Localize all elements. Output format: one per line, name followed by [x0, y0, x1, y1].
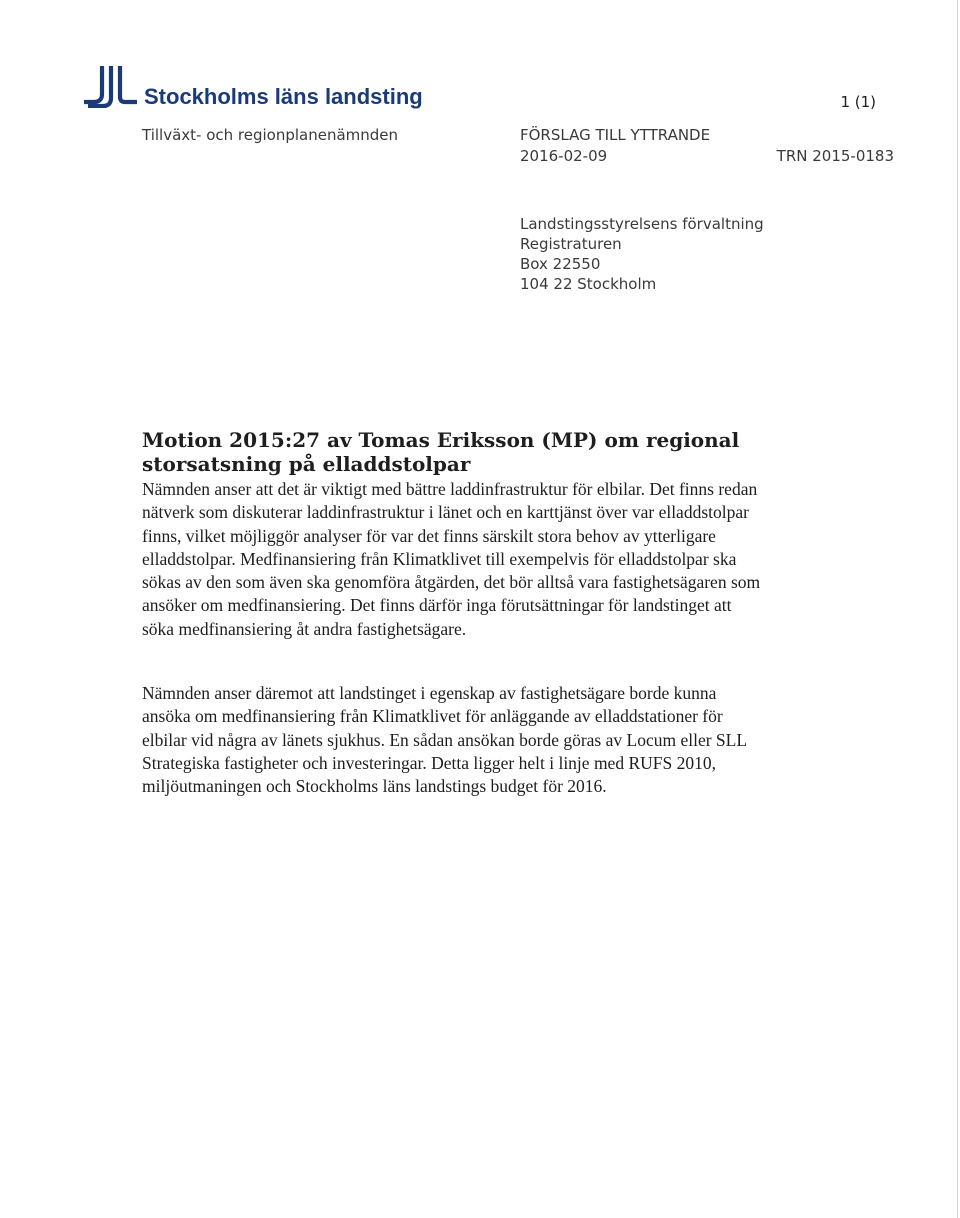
recipient-address	[520, 214, 764, 294]
organization-name: Stockholms läns landsting	[144, 84, 423, 109]
sll-logo-icon	[82, 64, 138, 108]
address-line: 104 22 Stockholm	[520, 275, 657, 293]
page-number: 1 (1)	[840, 93, 876, 111]
address-line: Registraturen	[520, 235, 622, 253]
reference-number: TRN 2015-0183	[776, 147, 894, 165]
document-type: FÖRSLAG TILL YTTRANDE	[520, 126, 711, 144]
address-line: Landstingsstyrelsens förvaltning	[520, 215, 764, 233]
page-edge-line	[957, 0, 958, 1218]
document-date: 2016-02-09	[520, 147, 608, 165]
address-line: Box 22550	[520, 255, 601, 273]
body-paragraph-2: Nämnden anser däremot att landstinget i egenskap av fastighetsägare borde kunna ansöka om medfinansiering från Klimatklivet för anläggande av elladdstationer för elbilar vid några av länets sjukhus. En sådan ansökan borde göras av Locum eller SLL Strategiska fastigheter och investeringar. Detta ligger helt i linje med RUFS 2010, miljöutmaningen och Stockholms läns landstings budget för 2016.	[142, 683, 747, 797]
document-title: Motion 2015:27 av Tomas Eriksson (MP) om regional storsatsning på elladdstolpar	[142, 428, 740, 476]
committee-name: Tillväxt- och regionplanenämnden	[142, 126, 399, 144]
body-paragraph-1: Nämnden anser att det är viktigt med bättre laddinfrastruktur för elbilar. Det finns redan nätverk som diskuterar laddinfrastruktur i länet och en karttjänst över var elladdstolpar finns, vilket möjliggör analyser för var det finns särskilt stora behov av ytterligare elladdstolpar. Medfinansiering från Klimatklivet till exempelvis för elladdstolpar ska sökas av den som även ska genomföra åtgärden, det bör alltså vara fastighetsägaren som ansöker om medfinansiering. Det finns därför inga förutsättningar för landstinget att söka medfinansiering åt andra fastighetsägare.	[142, 479, 761, 639]
